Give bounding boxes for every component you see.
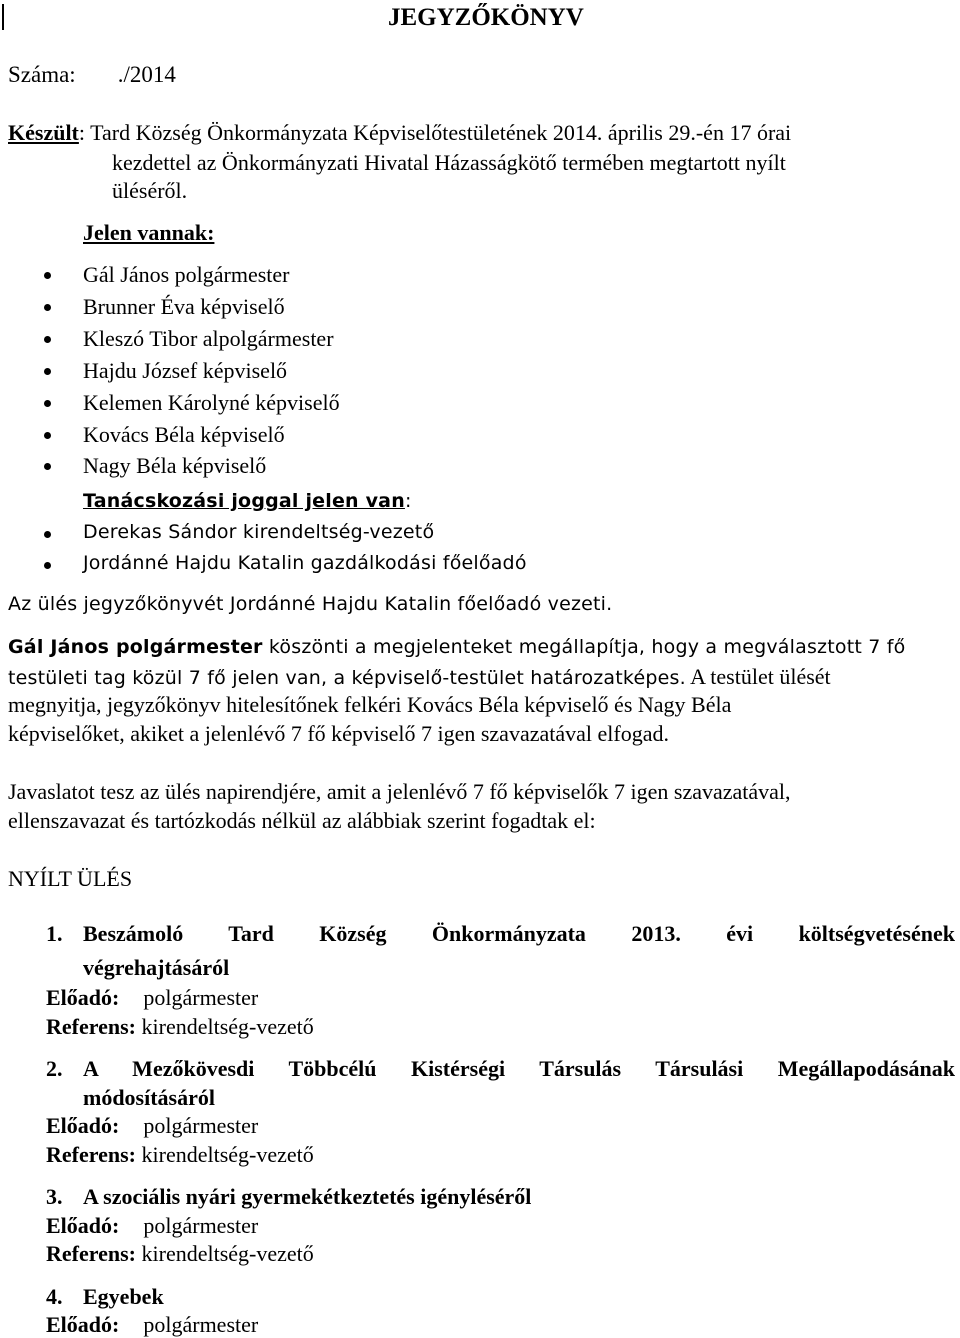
presenter-label: Előadó: <box>46 1213 120 1238</box>
document-title: JEGYZŐKÖNYV <box>388 4 584 31</box>
agenda-presenter <box>46 1312 258 1338</box>
opening-line-1 <box>8 636 905 658</box>
opening-speaker: Gál János polgármester <box>8 636 263 658</box>
presenter-label: Előadó: <box>46 1113 120 1138</box>
agenda-referent <box>46 1241 314 1267</box>
referent-value: kirendeltség-vezető <box>141 1014 314 1039</box>
presenter-value: polgármester <box>143 1312 259 1337</box>
advisory-item: Derekas Sándor kirendeltség-vezető <box>83 521 435 543</box>
proposal-line-2: ellenszavazat és tartózkodás nélkül az alábbiak szerint fogadtak el: <box>8 808 596 833</box>
member-item: Kelemen Károlyné képviselő <box>83 390 340 415</box>
keszult-line-3: üléséről. <box>112 178 188 203</box>
opening-line-2 <box>8 664 831 690</box>
member-item: Hajdu József képviselő <box>83 358 288 383</box>
bullet-icon <box>44 562 51 569</box>
advisory-heading <box>83 490 412 512</box>
presenter-value: polgármester <box>143 985 259 1010</box>
agenda-title: A Mezőkövesdi Többcélú Kistérségi Társulás Társulási Megállapodásának <box>83 1056 955 1081</box>
agenda-title: A szociális nyári gyermekétkeztetés igényléséről <box>83 1184 532 1209</box>
bullet-icon <box>44 400 51 407</box>
keszult-label: Készült <box>8 120 79 145</box>
member-item: Kovács Béla képviselő <box>83 422 285 447</box>
agenda-number: 2. <box>46 1056 63 1081</box>
present-heading: Jelen vannak: <box>83 220 215 245</box>
bullet-icon <box>44 368 51 375</box>
opening-line-4: képviselőket, akiket a jelenlévő 7 fő képviselő 7 igen szavazatával elfogad. <box>8 721 669 746</box>
number-label: Száma: <box>8 62 76 87</box>
presenter-value: polgármester <box>143 1113 259 1138</box>
advisory-heading-text: Tanácskozási joggal jelen van <box>83 490 405 512</box>
referent-value: kirendeltség-vezető <box>141 1142 314 1167</box>
opening-text-2b: A testület ülését <box>685 664 831 689</box>
open-session-heading: NYÍLT ÜLÉS <box>8 866 133 891</box>
bullet-icon <box>44 304 51 311</box>
agenda-number: 4. <box>46 1284 63 1309</box>
agenda-number: 3. <box>46 1184 63 1209</box>
keszult-colon: : <box>78 120 86 145</box>
presenter-label: Előadó: <box>46 1312 120 1337</box>
presenter-label: Előadó: <box>46 985 120 1010</box>
presenter-value: polgármester <box>143 1213 259 1238</box>
opening-text-1: köszönti a megjelenteket megállapítja, hogy a megválasztott 7 fő <box>262 636 906 658</box>
agenda-title: Beszámoló Tard Község Önkormányzata 2013. évi költségvetésének <box>83 921 955 946</box>
advisory-item: Jordánné Hajdu Katalin gazdálkodási főelőadó <box>83 552 527 574</box>
number-value: ./2014 <box>117 62 176 87</box>
opening-line-3: megnyitja, jegyzőkönyv hitelesítőnek felkéri Kovács Béla képviselő és Nagy Béla <box>8 692 732 717</box>
bullet-icon <box>44 432 51 439</box>
agenda-title-cont: módosításáról <box>83 1085 215 1110</box>
member-item: Brunner Éva képviselő <box>83 294 285 319</box>
keszult-text-1: Tard Község Önkormányzata Képviselőtestületének 2014. április 29.-én 17 órai <box>90 120 792 145</box>
opening-text-2: testületi tag közül 7 fő jelen van, a képviselő-testület határozatképes. <box>8 667 686 689</box>
document-number <box>8 62 176 88</box>
agenda-number: 1. <box>46 921 63 946</box>
minutes-note: Az ülés jegyzőkönyvét Jordánné Hajdu Katalin főelőadó vezeti. <box>8 593 613 615</box>
keszult-line-2: kezdettel az Önkormányzati Hivatal Házasságkötő termében megtartott nyílt <box>112 150 786 175</box>
referent-label: Referens: <box>46 1241 136 1266</box>
agenda-referent <box>46 1014 314 1040</box>
agenda-presenter <box>46 1113 258 1139</box>
referent-label: Referens: <box>46 1014 136 1039</box>
bullet-icon <box>44 531 51 538</box>
member-item: Gál János polgármester <box>83 262 290 287</box>
agenda-title-cont: végrehajtásáról <box>83 955 230 980</box>
agenda-presenter <box>46 1213 258 1239</box>
member-item: Kleszó Tibor alpolgármester <box>83 326 334 351</box>
agenda-presenter <box>46 985 258 1011</box>
bullet-icon <box>44 463 51 470</box>
agenda-referent <box>46 1142 314 1168</box>
proposal-line-1: Javaslatot tesz az ülés napirendjére, amit a jelenlévő 7 fő képviselők 7 igen szavazatával, <box>8 779 791 804</box>
advisory-colon: : <box>404 490 412 512</box>
bullet-icon <box>44 336 51 343</box>
referent-value: kirendeltség-vezető <box>141 1241 314 1266</box>
bullet-icon <box>44 272 51 279</box>
agenda-title: Egyebek <box>83 1284 164 1309</box>
referent-label: Referens: <box>46 1142 136 1167</box>
member-item: Nagy Béla képviselő <box>83 453 267 478</box>
keszult-line-1 <box>8 120 791 146</box>
text-cursor <box>2 4 4 30</box>
